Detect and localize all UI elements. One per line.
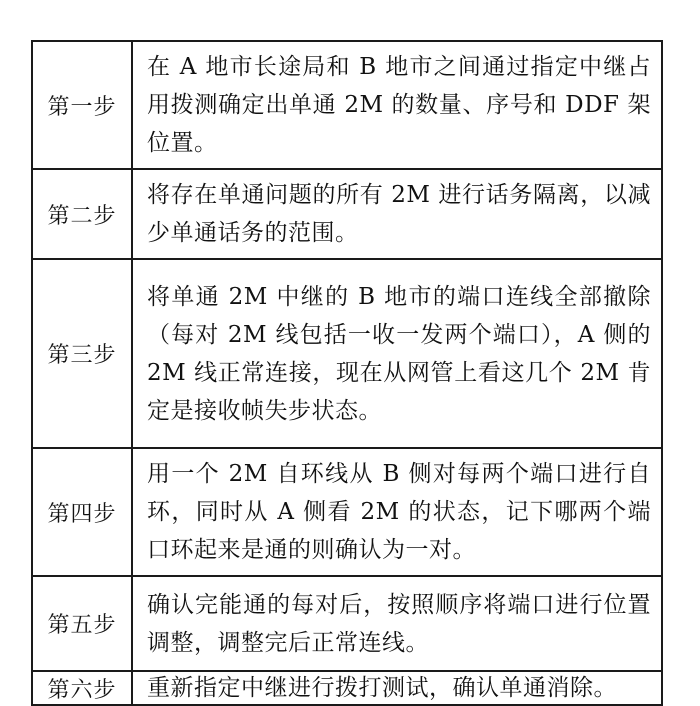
step-row-4 [32, 448, 662, 576]
step-row-5 [32, 576, 662, 671]
step-label-5: 第五步 [32, 576, 132, 671]
step-row-3 [32, 259, 662, 448]
steps-table [31, 40, 663, 706]
step-desc-3: 将单通 2M 中继的 B 地市的端口连线全部撤除（每对 2M 线包括一收一发两个端口），A 侧的 2M 线正常连接，现在从网管上看这几个 2M 肯定是接收帧失步状态。 [132, 259, 662, 448]
step-label-1: 第一步 [32, 41, 132, 169]
step-desc-6: 重新指定中继进行拨打测试，确认单通消除。 [132, 671, 662, 705]
step-label-6: 第六步 [32, 671, 132, 705]
step-row-2 [32, 169, 662, 259]
step-desc-4: 用一个 2M 自环线从 B 侧对每两个端口进行自环，同时从 A 侧看 2M 的状态，记下哪两个端口环起来是通的则确认为一对。 [132, 448, 662, 576]
step-label-4: 第四步 [32, 448, 132, 576]
step-desc-1: 在 A 地市长途局和 B 地市之间通过指定中继占用拨测确定出单通 2M 的数量、序号和 DDF 架位置。 [132, 41, 662, 169]
step-desc-5: 确认完能通的每对后，按照顺序将端口进行位置调整，调整完后正常连线。 [132, 576, 662, 671]
step-label-2: 第二步 [32, 169, 132, 259]
step-row-1 [32, 41, 662, 169]
step-label-3: 第三步 [32, 259, 132, 448]
step-desc-2: 将存在单通问题的所有 2M 进行话务隔离，以减少单通话务的范围。 [132, 169, 662, 259]
